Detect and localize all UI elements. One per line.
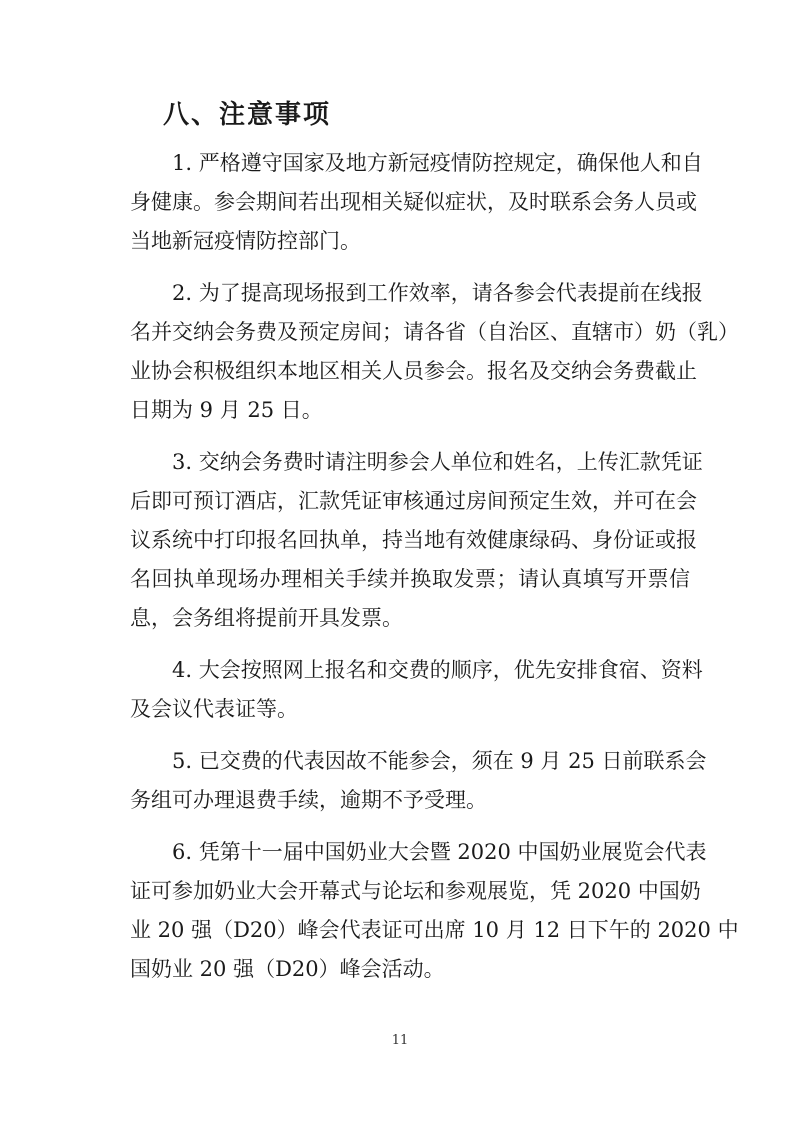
item-4-line-1: 4. 大会按照网上报名和交费的顺序，优先安排食宿、资料 xyxy=(172,658,703,682)
item-6-line-3: 业 20 强（D20）峰会代表证可出席 10 月 12 日下午的 2020 中 xyxy=(130,918,739,942)
item-2-line-3: 业协会积极组织本地区相关人员参会。报名及交纳会务费截止 xyxy=(130,359,697,383)
item-3-line-3: 议系统中打印报名回执单，持当地有效健康绿码、身份证或报 xyxy=(130,528,697,552)
item-3-line-2: 后即可预订酒店，汇款凭证审核通过房间预定生效，并可在会 xyxy=(130,489,697,513)
item-2-line-1: 2. 为了提高现场报到工作效率，请各参会代表提前在线报 xyxy=(172,281,703,305)
item-3-line-5: 息，会务组将提前开具发票。 xyxy=(130,606,403,630)
item-5-line-2: 务组可办理退费手续，逾期不予受理。 xyxy=(130,788,487,812)
item-2-line-4: 日期为 9 月 25 日。 xyxy=(130,398,323,422)
item-3-line-1: 3. 交纳会务费时请注明参会人单位和姓名，上传汇款凭证 xyxy=(172,450,703,474)
item-5-line-1: 5. 已交费的代表因故不能参会，须在 9 月 25 日前联系会 xyxy=(172,749,707,773)
item-3-line-4: 名回执单现场办理相关手续并换取发票；请认真填写开票信 xyxy=(130,567,690,591)
item-1-line-2: 身健康。参会期间若出现相关疑似症状，及时联系会务人员或 xyxy=(130,190,697,214)
section-heading: 八、注意事项 xyxy=(163,100,332,130)
item-4-line-2: 及会议代表证等。 xyxy=(130,697,298,721)
page-number: 11 xyxy=(391,1033,409,1048)
item-1-line-1: 1. 严格遵守国家及地方新冠疫情防控规定，确保他人和自 xyxy=(172,151,703,175)
item-6-line-2: 证可参加奶业大会开幕式与论坛和参观展览，凭 2020 中国奶 xyxy=(130,879,701,903)
item-6-line-4: 国奶业 20 强（D20）峰会活动。 xyxy=(130,957,445,981)
item-2-line-2: 名并交纳会务费及预定房间；请各省（自治区、直辖市）奶（乳） xyxy=(130,320,739,344)
item-1-line-3: 当地新冠疫情防控部门。 xyxy=(130,229,361,253)
item-6-line-1: 6. 凭第十一届中国奶业大会暨 2020 中国奶业展览会代表 xyxy=(172,840,707,864)
